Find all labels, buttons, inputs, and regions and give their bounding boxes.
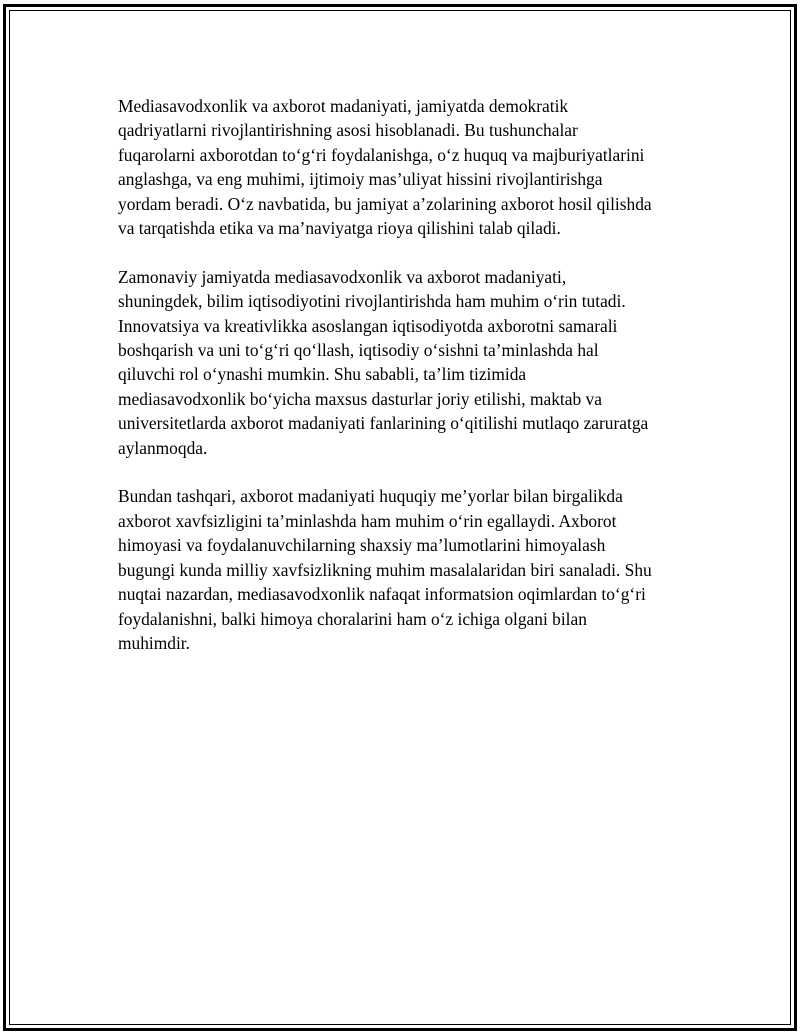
paragraph-3: Bundan tashqari, axborot madaniyati huquqiy me’yorlar bilan birgalikda axborot xavfsizligini ta’minlashda ham muhim o‘rin egallaydi. Axborot himoyasi va foydalanuvchilarning shaxsiy ma’lumotlarini himoyalash bugungi kunda milliy xavfsizlikning muhim masalalaridan biri sanaladi. Shu nuqtai nazardan, mediasavodxonlik nafaqat informatsion oqimlardan to‘g‘ri foydalanishni, balki himoya choralarini ham o‘z ichiga olgani bilan muhimdir. — [118, 486, 652, 653]
paragraph-1: Mediasavodxonlik va axborot madaniyati, jamiyatda demokratik qadriyatlarni rivojlantirishning asosi hisoblanadi. Bu tushunchalar fuqarolarni axborotdan to‘g‘ri foydalanishga, o‘z huquq va majburiyatlarini anglashga, va eng muhimi, ijtimoiy mas’uliyat hissini rivojlantirishga yordam beradi. O‘z navbatida, bu jamiyat a’zolarining axborot hosil qilishda va tarqatishda etika va ma’naviyatga rioya qilishini talab qiladi. — [118, 96, 652, 239]
paragraph-2: Zamonaviy jamiyatda mediasavodxonlik va axborot madaniyati, shuningdek, bilim iqtisodiyotini rivojlantirishda ham muhim o‘rin tutadi. Innovatsiya va kreativlikka asoslangan iqtisodiyotda axborotni samarali boshqarish va uni to‘g‘ri qo‘llash, iqtisodiy o‘sishni ta’minlashda hal qiluvchi rol o‘ynashi mumkin. Shu sababli, ta’lim tizimida mediasavodxonlik bo‘yicha maxsus dasturlar joriy etilishi, maktab va universitetlarda axborot madaniyati fanlarining o‘qitilishi mutlaqo zaruratga aylanmoqda. — [118, 266, 649, 458]
document-body — [118, 94, 688, 680]
